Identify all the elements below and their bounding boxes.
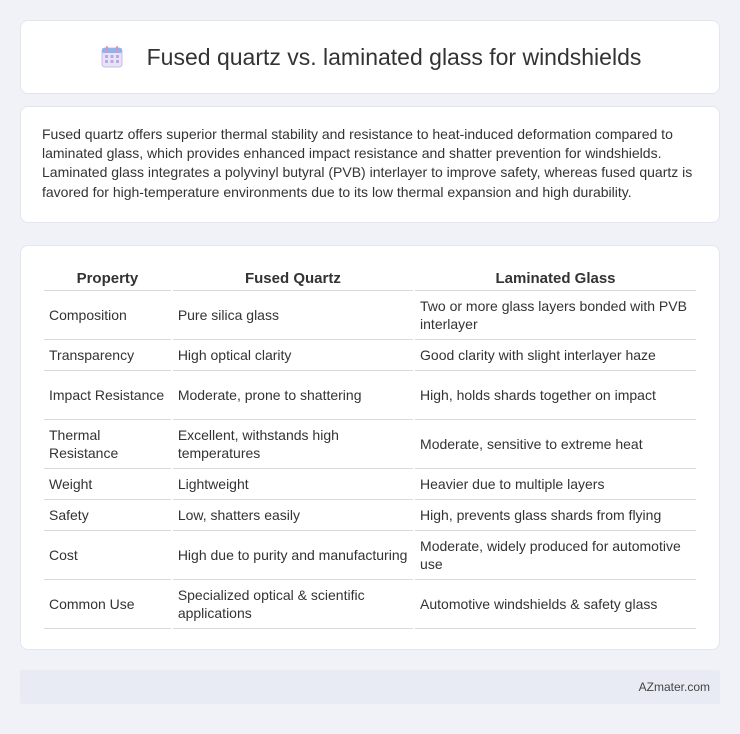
calendar-icon: [99, 44, 125, 70]
page-title: Fused quartz vs. laminated glass for windshields: [146, 43, 642, 70]
fused-quartz-cell: Pure silica glass: [173, 291, 413, 340]
property-cell: Transparency: [44, 340, 171, 371]
column-header-property: Property: [44, 264, 171, 291]
table-header-row: [44, 264, 696, 291]
property-cell: Weight: [44, 469, 171, 500]
table-row: [44, 469, 696, 500]
fused-quartz-cell: Low, shatters easily: [173, 500, 413, 531]
laminated-glass-cell: Automotive windshields & safety glass: [415, 580, 696, 629]
fused-quartz-cell: Specialized optical & scientific applications: [173, 580, 413, 629]
comparison-card: [20, 245, 720, 650]
fused-quartz-cell: Lightweight: [173, 469, 413, 500]
property-cell: Thermal Resistance: [44, 420, 171, 469]
fused-quartz-cell: Excellent, withstands high temperatures: [173, 420, 413, 469]
laminated-glass-cell: High, prevents glass shards from flying: [415, 500, 696, 531]
comparison-table: [42, 264, 698, 629]
footer: [20, 670, 720, 704]
property-cell: Impact Resistance: [44, 371, 171, 420]
laminated-glass-cell: High, holds shards together on impact: [415, 371, 696, 420]
fused-quartz-cell: High due to purity and manufacturing: [173, 531, 413, 580]
laminated-glass-cell: Moderate, widely produced for automotive use: [415, 531, 696, 580]
table-row: [44, 371, 696, 420]
laminated-glass-cell: Moderate, sensitive to extreme heat: [415, 420, 696, 469]
intro-card: [20, 106, 720, 223]
intro-text: Fused quartz offers superior thermal stability and resistance to heat-induced deformation compared to laminated glass, which provides enhanced impact resistance and shatter prevention for windshields. Laminated glass integrates a polyvinyl butyral (PVB) interlayer to improve safety, whereas fused quartz is favored for high-temperature environments due to its low thermal expansion and high durability.: [42, 126, 693, 200]
property-cell: Composition: [44, 291, 171, 340]
table-row: [44, 291, 696, 340]
laminated-glass-cell: Two or more glass layers bonded with PVB interlayer: [415, 291, 696, 340]
property-cell: Safety: [44, 500, 171, 531]
property-cell: Common Use: [44, 580, 171, 629]
footer-brand: AZmater.com: [638, 680, 710, 694]
table-row: [44, 500, 696, 531]
fused-quartz-cell: Moderate, prone to shattering: [173, 371, 413, 420]
table-row: [44, 420, 696, 469]
column-header-fused-quartz: Fused Quartz: [173, 264, 413, 291]
fused-quartz-cell: High optical clarity: [173, 340, 413, 371]
table-row: [44, 531, 696, 580]
laminated-glass-cell: Heavier due to multiple layers: [415, 469, 696, 500]
table-row: [44, 340, 696, 371]
laminated-glass-cell: Good clarity with slight interlayer haze: [415, 340, 696, 371]
title-card: [20, 20, 720, 94]
property-cell: Cost: [44, 531, 171, 580]
column-header-laminated-glass: Laminated Glass: [415, 264, 696, 291]
table-row: [44, 580, 696, 629]
